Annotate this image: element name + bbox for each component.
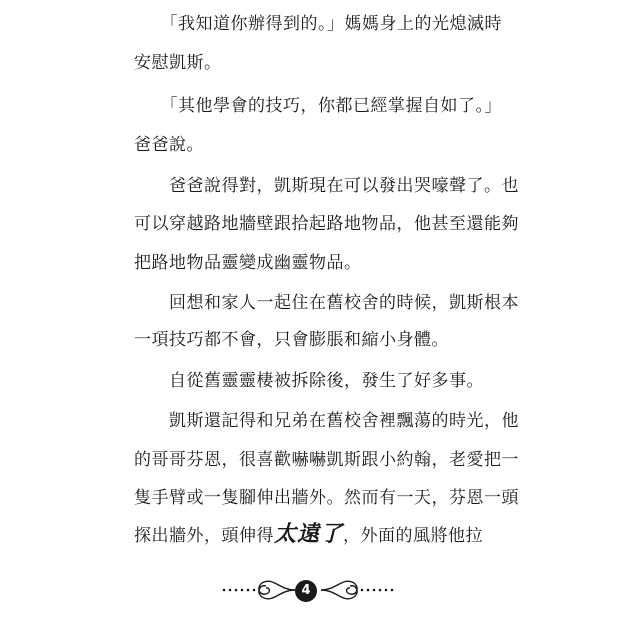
- text-line-12: 的哥哥芬恩，很喜歡嚇嚇凱斯跟小約翰，老愛把一: [134, 450, 519, 470]
- text-line-4: 爸爸說。: [134, 135, 204, 155]
- text-line-11: 凱斯還記得和兄弟在舊校舍裡飄蕩的時光，他: [134, 411, 519, 431]
- text-line-3: 「其他學會的技巧，你都已經掌握自如了。」: [134, 96, 502, 116]
- text-line-10: 自從舊靈靈棲被拆除後，發生了好多事。: [134, 371, 484, 391]
- emphasis-word: 太遠了: [274, 522, 344, 547]
- text-line-2: 安慰凱斯。: [134, 53, 222, 73]
- text-line-8: 回想和家人一起住在舊校舍的時候，凱斯根本: [134, 293, 519, 313]
- text-line-14-start: 探出牆外，頭伸得: [134, 526, 274, 546]
- text-line-1: 「我知道你辦得到的。」媽媽身上的光熄滅時: [134, 14, 502, 34]
- text-line-5: 爸爸說得對，凱斯現在可以發出哭嚎聲了。也: [134, 176, 519, 196]
- page-number: 4: [295, 580, 317, 602]
- text-line-7: 把路地物品靈變成幽靈物品。: [134, 253, 362, 273]
- text-line-6: 可以穿越路地牆壁跟拾起路地物品，他甚至還能夠: [134, 214, 519, 234]
- text-line-14: [134, 524, 494, 547]
- text-line-13: 隻手臂或一隻腳伸出牆外。然而有一天，芬恩一頭: [134, 488, 519, 508]
- text-line-14-end: ，外面的風將他拉: [343, 526, 484, 546]
- text-line-9: 一項技巧都不會，只會膨脹和縮小身體。: [134, 330, 449, 350]
